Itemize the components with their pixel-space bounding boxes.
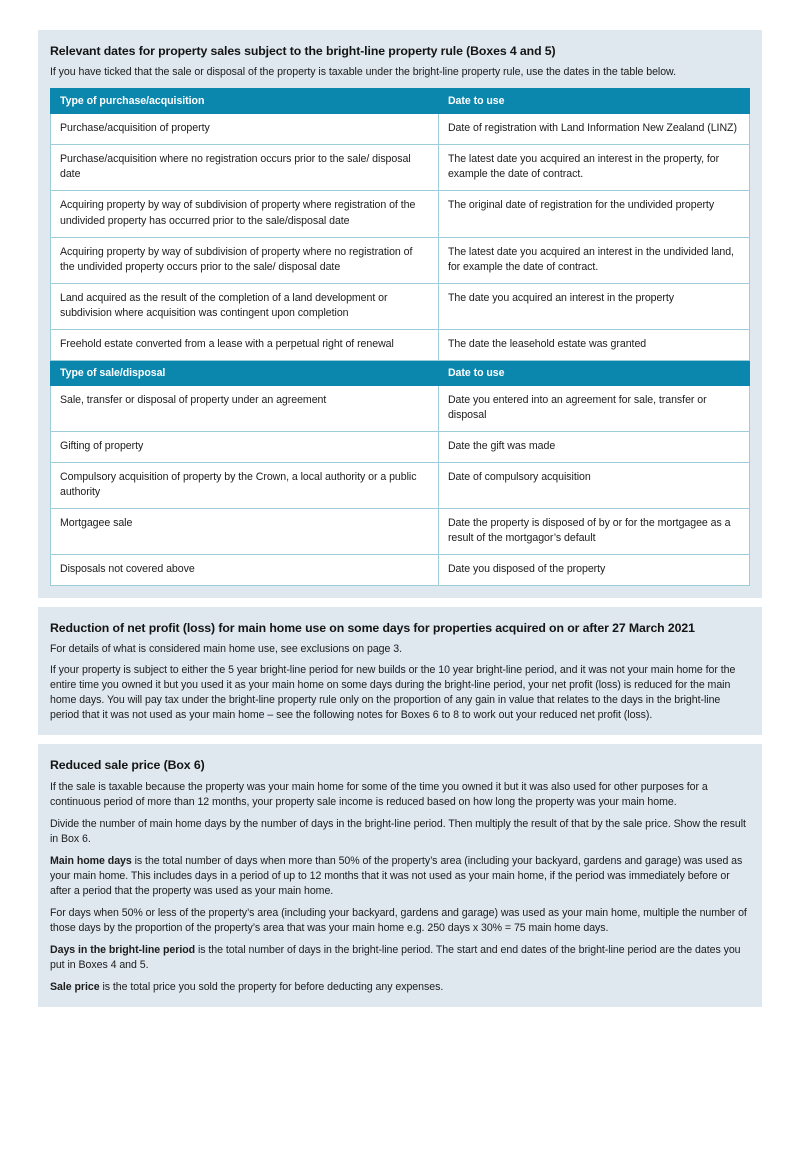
term-sale-price: Sale price (50, 981, 100, 994)
document-page (0, 30, 800, 1160)
cell-type: Acquiring property by way of subdivision of property where no registration of the undivided property occurs prior to the sale/ disposal date (51, 237, 439, 283)
cell-date: The date the leasehold estate was granted (438, 329, 749, 360)
cell-type: Disposals not covered above (51, 554, 439, 585)
paragraph-fifty-percent-or-less (50, 906, 750, 936)
cell-type: Mortgagee sale (51, 508, 439, 554)
relevant-dates-table (50, 88, 750, 586)
table-row (51, 237, 750, 283)
paragraph-divide-calculation (50, 817, 750, 847)
cell-type: Sale, transfer or disposal of property under an agreement (51, 385, 439, 431)
table-row (51, 145, 750, 191)
cell-type: Purchase/acquisition of property (51, 114, 439, 145)
table-row (51, 508, 750, 554)
term-main-home-days: Main home days (50, 854, 132, 867)
section-reduced-sale-price (38, 744, 762, 1007)
cell-date: The date you acquired an interest in the property (438, 283, 749, 329)
paragraph-text: is the total number of days in the bright-line period. The start and end dates of the bright-line period are the dates you put in Boxes 4 and 5. (50, 944, 741, 972)
cell-date: The latest date you acquired an interest in the property, for example the date of contract. (438, 145, 749, 191)
table-row (51, 462, 750, 508)
cell-type: Land acquired as the result of the completion of a land development or subdivision where acquisition was contingent upon completion (51, 283, 439, 329)
paragraph-taxable-sale (50, 780, 750, 810)
table-row (51, 385, 750, 431)
table-header-row-acquisition (51, 89, 750, 114)
section-reduction-of-net-profit (38, 607, 762, 736)
column-header-date-to-use-acquisition: Date to use (438, 89, 749, 114)
paragraph-bright-line-period-explanation: If your property is subject to either the 5 year bright-line period for new builds or the 10 year bright-line period, and it was not your main home for the entire time you owned it but you used it as your main home on some days during the bright-line period, your net profit (loss) is reduced for the main home days. You will pay tax under the bright-line property rule only on the proportion of any gain in value that relates to the days in the bright-line period that it was not used as your main home – see the following notes for Boxes 6 to 8 to work out your reduced net profit (loss). (50, 664, 736, 722)
table-row (51, 431, 750, 462)
table-row (51, 114, 750, 145)
cell-date: The latest date you acquired an interest in the undivided land, for example the date of contract. (438, 237, 749, 283)
cell-type: Compulsory acquisition of property by the Crown, a local authority or a public authority (51, 462, 439, 508)
table-row (51, 329, 750, 360)
paragraph-days-in-bright-line-period (50, 943, 750, 973)
cell-date: Date you disposed of the property (438, 554, 749, 585)
cell-date: Date of compulsory acquisition (438, 462, 749, 508)
section-title-relevant-dates: Relevant dates for property sales subject to the bright-line property rule (Boxes 4 and 5) (50, 44, 556, 58)
table-row (51, 191, 750, 237)
table-header-row-disposal (51, 360, 750, 385)
paragraph-text: For days when 50% or less of the property’s area (including your backyard, gardens and garage) was used as your main home, multiple the number of those days by the proportion of the property’s area that was your main home e.g. 250 days x 30% = 75 main home days. (50, 907, 747, 935)
section-relevant-dates (38, 30, 762, 598)
paragraph-main-home-days (50, 854, 750, 899)
section-title-reduction: Reduction of net profit (loss) for main home use on some days for properties acquired on or after 27 March 2021 (50, 620, 695, 635)
column-header-type-of-disposal: Type of sale/disposal (51, 360, 439, 385)
cell-date: Date the gift was made (438, 431, 749, 462)
cell-type: Purchase/acquisition where no registration occurs prior to the sale/ disposal date (51, 145, 439, 191)
cell-date: The original date of registration for the undivided property (438, 191, 749, 237)
column-header-date-to-use-disposal: Date to use (438, 360, 749, 385)
paragraph-text: is the total number of days when more than 50% of the property’s area (including your backyard, gardens and garage) was used as your main home. This includes days in a period of up to 12 months that it was not used as your main home, if the period was immediately before or after a period that the property was used as your main home. (50, 854, 743, 898)
paragraph-main-home-use-details: For details of what is considered main home use, see exclusions on page 3. (50, 643, 402, 656)
cell-type: Gifting of property (51, 431, 439, 462)
paragraph-sale-price (50, 980, 750, 995)
table-row (51, 283, 750, 329)
term-days-in-bright-line-period: Days in the bright-line period (50, 944, 196, 957)
paragraph-text: Divide the number of main home days by the number of days in the bright-line period. Then multiply the result of that by the sale price. Show the result in Box 6. (50, 817, 746, 845)
cell-date: Date of registration with Land Information New Zealand (LINZ) (438, 114, 749, 145)
column-header-type-of-acquisition: Type of purchase/acquisition (51, 89, 439, 114)
cell-date: Date the property is disposed of by or for the mortgagee as a result of the mortgagor’s default (438, 508, 749, 554)
paragraph-text: If the sale is taxable because the property was your main home for some of the time you owned it but it was also used for other purposes for a continuous period of more than 12 months, your property sale income is reduced based on how long the property was your main home. (50, 780, 708, 808)
table-row (51, 554, 750, 585)
section-lead-in-text: If you have ticked that the sale or disposal of the property is taxable under the bright-line property rule, use the dates in the table below. (50, 66, 676, 79)
cell-type: Freehold estate converted from a lease with a perpetual right of renewal (51, 329, 439, 360)
cell-type: Acquiring property by way of subdivision of property where registration of the undivided property has occurred prior to the sale/disposal date (51, 191, 439, 237)
cell-date: Date you entered into an agreement for sale, transfer or disposal (438, 385, 749, 431)
section-title-reduced-sale-price: Reduced sale price (Box 6) (50, 758, 205, 773)
paragraph-text: is the total price you sold the property for before deducting any expenses. (99, 981, 444, 994)
